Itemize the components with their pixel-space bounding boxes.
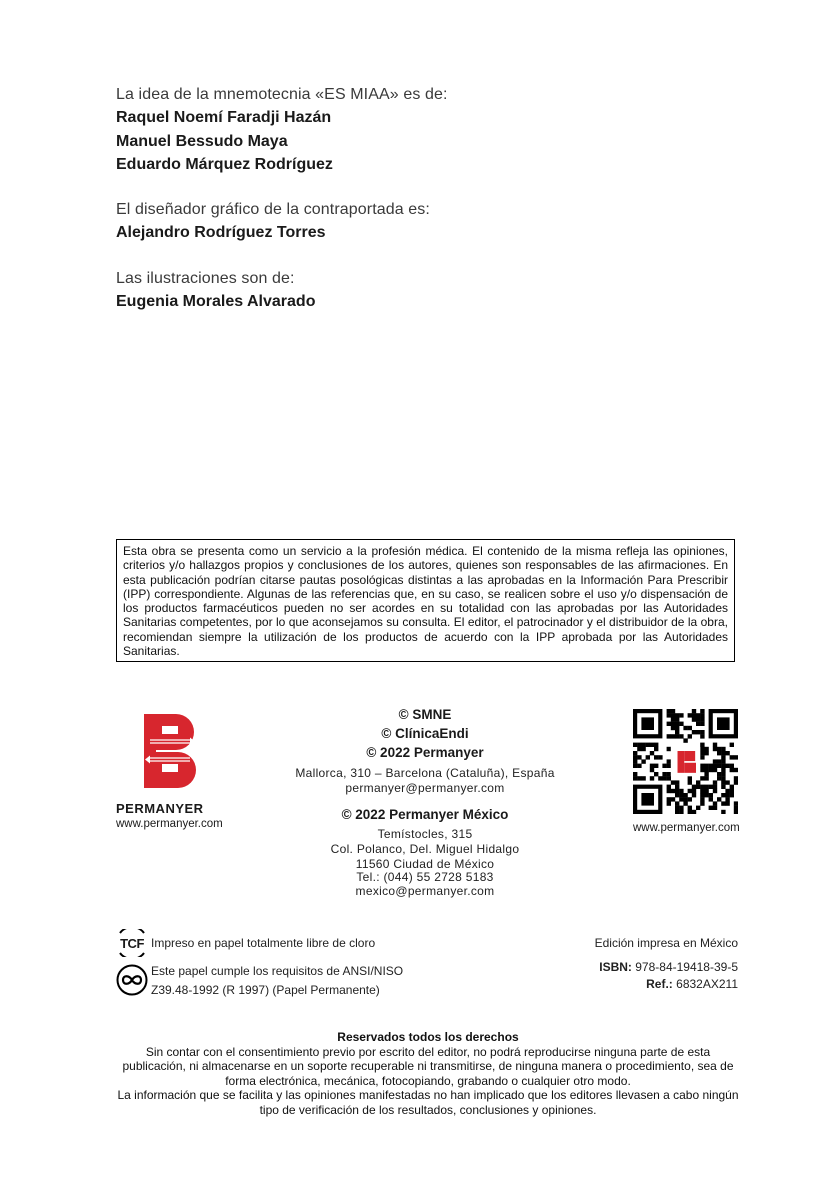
copyright-line: © SMNE <box>398 707 452 722</box>
rights-block <box>116 1030 740 1118</box>
ref-label: Ref.: <box>646 977 673 991</box>
rights-title: Reservados todos los derechos <box>337 1030 519 1044</box>
credit-name: Raquel Noemí Faradji Hazán <box>116 109 332 126</box>
isbn-line <box>599 960 738 974</box>
logo-url[interactable]: www.permanyer.com <box>116 818 223 830</box>
spain-address-line: Mallorca, 310 – Barcelona (Cataluña), España <box>295 766 555 780</box>
publisher-logo <box>116 712 226 830</box>
credit-label-design: El diseñador gráfico de la contraportada es: <box>116 201 430 218</box>
tcf-text: Impreso en papel totalmente libre de cloro <box>151 936 376 950</box>
qr-code-icon <box>633 709 738 814</box>
rights-paragraph: Sin contar con el consentimiento previo por escrito del editor, no podrá reproducirse ninguna parte de esta publicación, ni almacenarse en un soporte recuperable ni transmitirse, de ninguna manera o procedimiento, sea de forma electrónica, mecánica, fotocopiando, grabando o cualquier otro modo. <box>122 1044 734 1088</box>
mexico-title: © 2022 Permanyer México <box>341 807 509 822</box>
qr-code[interactable] <box>633 709 738 819</box>
rights-paragraph: La información que se facilita y las opiniones manifestadas no han implicado que los editores llevasen a cabo ningún tipo de verificación de los resultados, conclusiones y opiniones. <box>117 1088 739 1117</box>
permanyer-logo-icon <box>116 712 226 792</box>
credit-label-idea: La idea de la mnemotecnia «ES MIAA» es de: <box>116 86 448 103</box>
isbn-value: 978-84-19418-39-5 <box>635 960 738 974</box>
copyright-line: © ClínicaEndi <box>381 726 469 741</box>
disclaimer-box: Esta obra se presenta como un servicio a la profesión médica. El contenido de la misma refleja las opiniones, criterios y/o hallazgos propios y conclusiones de los autores, quienes son responsables de las afirmaciones. En esta publicación podrían citarse pautas posológicas distintas a las aprobadas en la Información Para Prescribir (IPP) correspondiente. Algunas de las referencias que, en su caso, se realicen sobre el uso y/o dispensación de los productos farmacéuticos pueden no ser acordes en su totalidad con las aprobadas por las Autoridades Sanitarias competentes, por lo que aconsejamos su consulta. El editor, el patrocinador y el distribuidor de la obra, recomiendan siempre la utilización de los productos de acuerdo con la IPP aprobada por las Autoridades Sanitarias. <box>116 539 735 662</box>
qr-url[interactable]: www.permanyer.com <box>633 822 740 834</box>
mexico-email[interactable]: mexico@permanyer.com <box>355 884 495 898</box>
credit-name: Eduardo Márquez Rodríguez <box>116 156 333 173</box>
ansi-line: Este papel cumple los requisitos de ANSI/NISO <box>151 964 404 978</box>
mexico-phone: Tel.: (044) 55 2728 5183 <box>356 870 494 884</box>
copyright-line: © 2022 Permanyer <box>366 745 484 760</box>
ref-value: 6832AX211 <box>676 977 738 991</box>
logo-wordmark: PERMANYER <box>116 801 204 816</box>
edition-printed: Edición impresa en México <box>594 936 738 950</box>
tcf-icon-text: TCF <box>120 936 144 951</box>
credit-name: Eugenia Morales Alvarado <box>116 293 316 310</box>
isbn-label: ISBN: <box>599 960 632 974</box>
infinity-icon <box>116 964 148 1001</box>
ansi-line: Z39.48-1992 (R 1997) (Papel Permanente) <box>151 983 380 997</box>
credit-name: Manuel Bessudo Maya <box>116 133 288 150</box>
tcf-icon <box>116 929 148 957</box>
mexico-address-line: 11560 Ciudad de México <box>355 857 495 871</box>
ref-line <box>646 977 738 991</box>
mexico-address-line: Temístocles, 315 <box>377 827 473 841</box>
mexico-address-line: Col. Polanco, Del. Miguel Hidalgo <box>330 842 520 856</box>
credit-name: Alejandro Rodríguez Torres <box>116 224 326 241</box>
credit-label-illustrations: Las ilustraciones son de: <box>116 270 295 287</box>
spain-email[interactable]: permanyer@permanyer.com <box>345 781 505 795</box>
